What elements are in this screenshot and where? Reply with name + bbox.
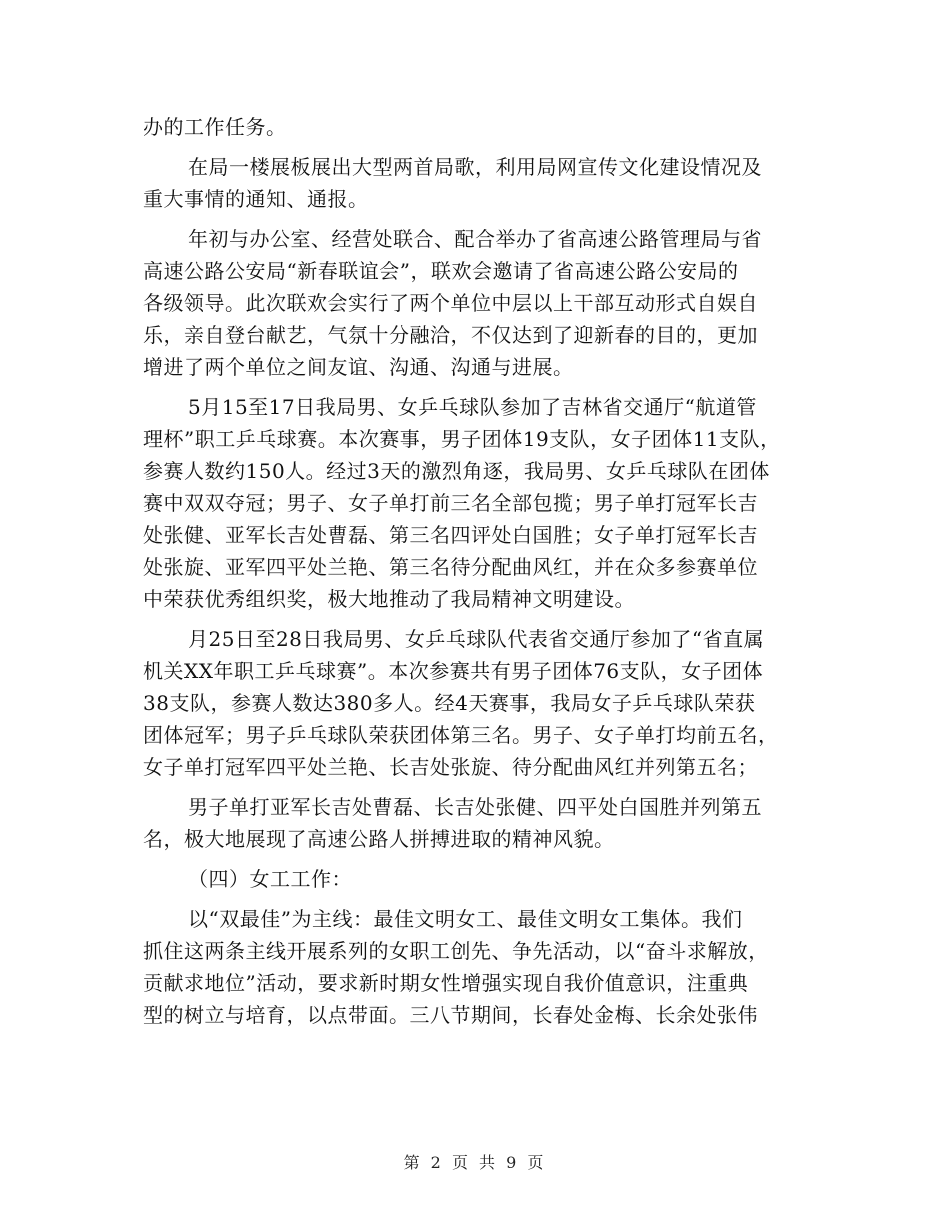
text-line: 各级领导。此次联欢会实行了两个单位中层以上干部互动形式自娱自 [143, 291, 758, 315]
text-line: 贡献求地位”活动，要求新时期女性增强实现自我价值意识，注重典 [143, 971, 749, 995]
text-line: 年初与办公室、经营处联合、配合举办了省高速公路管理局与省 [188, 227, 762, 251]
text-line: 参赛人数约150人。经过3天的激烈角逐，我局男、女乒乓球队在团体 [143, 459, 770, 483]
text-line: 男子单打亚军长吉处曹磊、长吉处张健、四平处白国胜并列第五 [188, 795, 762, 819]
text-line: 处张旋、亚军四平处兰艳、第三名待分配曲风红，并在众多参赛单位 [143, 555, 758, 579]
text-line: 女子单打冠军四平处兰艳、长吉处张旋、待分配曲风红并列第五名； [143, 755, 758, 779]
text-line: 乐，亲自登台献艺，气氛十分融洽，不仅达到了迎新春的目的，更加 [143, 323, 758, 347]
text-line: 处张健、亚军长吉处曹磊、第三名四评处白国胜；女子单打冠军长吉 [143, 523, 758, 547]
text-line: 高速公路公安局“新春联谊会”，联欢会邀请了省高速公路公安局的 [143, 259, 739, 283]
text-line: 团体冠军；男子乒乓球队荣获团体第三名。男子、女子单打均前五名， [143, 723, 779, 747]
text-line: 在局一楼展板展出大型两首局歌，利用局网宣传文化建设情况及 [188, 155, 762, 179]
text-line: 中荣获优秀组织奖，极大地推动了我局精神文明建设。 [143, 587, 635, 611]
text-line: 抓住这两条主线开展系列的女职工创先、争先活动，以“奋斗求解放， [143, 939, 769, 963]
text-line: 38支队，参赛人数达380多人。经4天赛事，我局女子乒乓球队荣获 [143, 691, 756, 715]
text-line: 办的工作任务。 [143, 115, 287, 139]
text-line: 以“双最佳”为主线：最佳文明女工、最佳文明女工集体。我们 [188, 907, 743, 931]
text-line: 机关XX年职工乒乓球赛”。本次参赛共有男子团体76支队，女子团体 [143, 659, 764, 683]
text-line: 重大事情的通知、通报。 [143, 187, 369, 211]
text-line: 型的树立与培育，以点带面。三八节期间，长春处金梅、长余处张伟 [143, 1003, 758, 1027]
text-line: （四）女工工作： [188, 867, 352, 891]
text-line: 5月15至17日我局男、女乒乓球队参加了吉林省交通厅“航道管 [188, 395, 757, 419]
text-line: 理杯”职工乒乓球赛。本次赛事，男子团体19支队，女子团体11支队， [143, 427, 781, 451]
text-line: 赛中双双夺冠；男子、女子单打前三名全部包揽；男子单打冠军长吉 [143, 491, 758, 515]
text-line: 月25日至28日我局男、女乒乓球队代表省交通厅参加了“省直属 [188, 627, 765, 651]
text-line: 增进了两个单位之间友谊、沟通、沟通与进展。 [143, 355, 574, 379]
page-footer: 第 2 页 共 9 页 [403, 1153, 547, 1172]
text-line: 名，极大地展现了高速公路人拼搏进取的精神风貌。 [143, 827, 615, 851]
